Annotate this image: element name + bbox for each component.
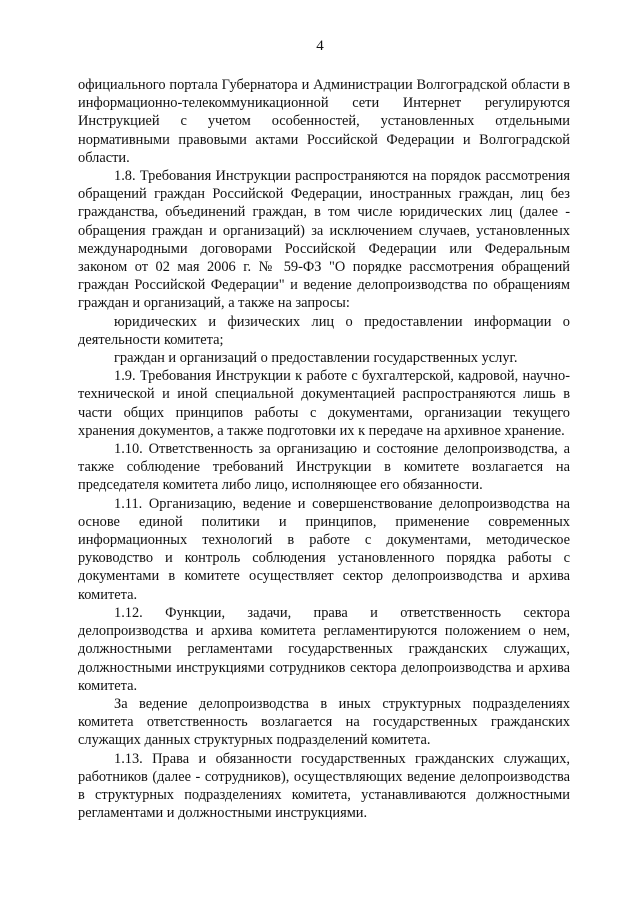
paragraph: официального портала Губернатора и Администрации Волгоградской области в информационно-телекоммуникационной сети Интернет регулируются Инструкцией с учетом особенностей, установленных отдельными нормативными правовыми актами Российской Федерации и Волгоградской области. bbox=[78, 77, 570, 166]
paragraph: 1.13. Права и обязанности государственных гражданских служащих, работников (далее - сотрудников), осуществляющих ведение делопроизводства в структурных подразделениях комитета, устанавливаются должностными регламентами и должностными инструкциями. bbox=[78, 750, 570, 822]
paragraph: 1.8. Требования Инструкции распространяются на порядок рассмотрения обращений граждан Российской Федерации, иностранных граждан, лиц без гражданства, объединений граждан, в том числе юридических лиц (далее - обращения граждан и организаций) за исключением случаев, установленных международными договорами Российской Федерации или Федеральным законом от 02 мая 2006 г. № 59-ФЗ "О порядке рассмотрения обращений граждан Российской Федерации" и ведение делопроизводства по обращениям граждан и организаций, а также на запросы: bbox=[78, 168, 570, 312]
page-number: 4 bbox=[316, 38, 324, 54]
paragraph: граждан и организаций о предоставлении государственных услуг. bbox=[114, 350, 518, 367]
document-body bbox=[78, 76, 570, 822]
paragraph: 1.11. Организацию, ведение и совершенствование делопроизводства на основе единой политики и принципов, применение современных информационных технологий в работе с документами, методическое руководство и контроль соблюдения установленного порядка работы с документами в комитете осуществляет сектор делопроизводства и архива комитета. bbox=[78, 495, 570, 603]
paragraph: 1.9. Требования Инструкции к работе с бухгалтерской, кадровой, научно-технической и иной специальной документацией распространяются лишь в части общих принципов работы с документами, организации текущего хранения документов, а также подготовки их к передаче на архивное хранение. bbox=[78, 368, 570, 439]
paragraph: 1.10. Ответственность за организацию и состояние делопроизводства, а также соблюдение требований Инструкции в комитете возлагается на председателя комитета либо лицо, исполняющее его обязанности. bbox=[78, 441, 570, 494]
paragraph: За ведение делопроизводства в иных структурных подразделениях комитета ответственность возлагается на государственных гражданских служащих данных структурных подразделений комитета. bbox=[78, 695, 570, 749]
paragraph: юридических и физических лиц о предоставлении информации о деятельности комитета; bbox=[78, 313, 570, 348]
paragraph: 1.12. Функции, задачи, права и ответственность сектора делопроизводства и архива комитета регламентируются положением о нем, должностными регламентами государственных гражданских служащих, должностными инструкциями сотрудников сектора делопроизводства и архива комитета. bbox=[78, 604, 570, 694]
